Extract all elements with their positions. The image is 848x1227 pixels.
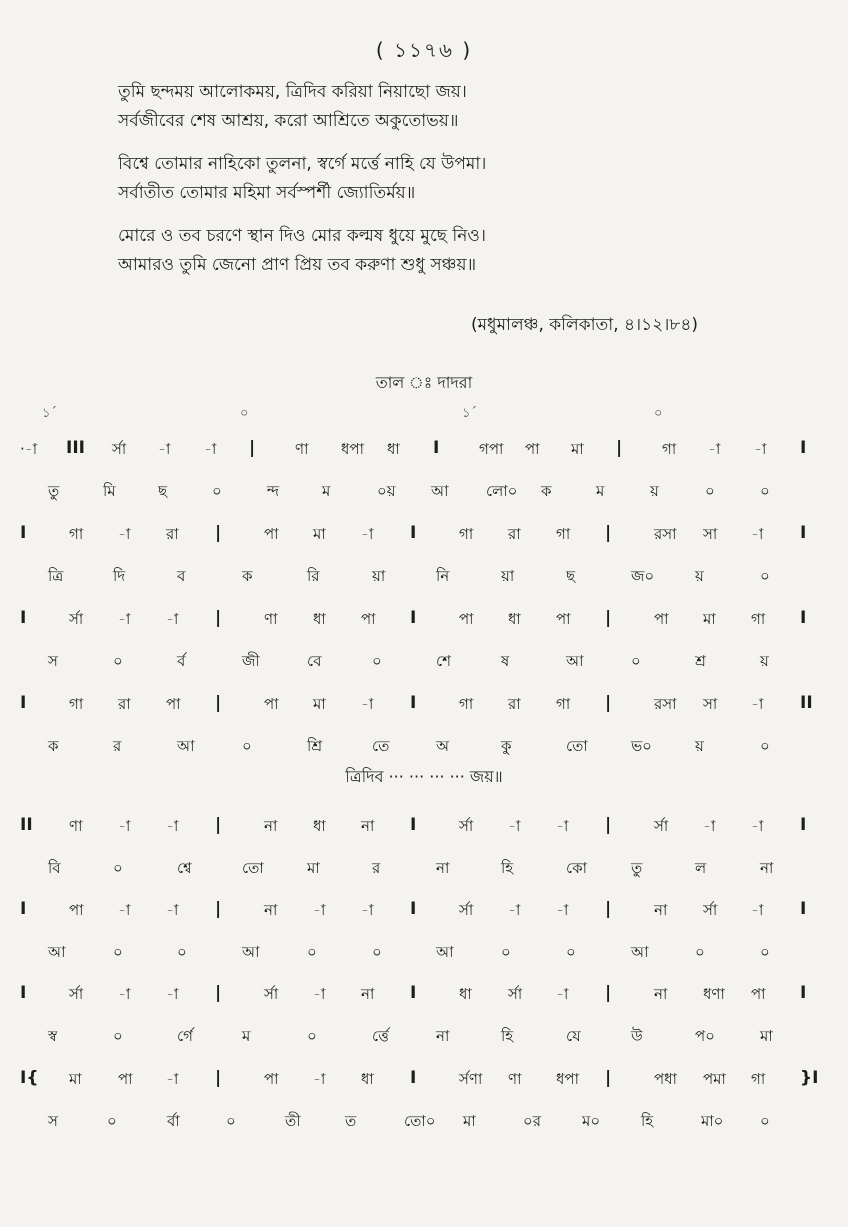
bar-line: I: [410, 815, 417, 835]
lyric-syllable: উ: [631, 1027, 643, 1045]
swara-note: পা: [654, 610, 669, 628]
lyric-syllable: ল: [695, 859, 707, 877]
bar-line: |: [605, 693, 612, 713]
swara-note: র্সা: [703, 901, 718, 919]
swara-note: পা: [166, 695, 181, 713]
lyric-syllable: হি: [641, 1112, 654, 1130]
swara-row: [0, 899, 848, 929]
lyric-syllable: র্বা: [167, 1112, 180, 1130]
swara-note: ধপা: [341, 440, 364, 458]
bar-line: I: [20, 608, 27, 628]
lyric-syllable: যে: [566, 1027, 581, 1045]
swara-note: -া: [361, 695, 374, 713]
swara-note: র্সা: [459, 817, 474, 835]
swara-note: র্সা: [508, 985, 523, 1003]
lyric-syllable: ০: [501, 943, 511, 961]
lyric-syllable: আ: [177, 737, 195, 755]
lyric-syllable: দি: [113, 567, 126, 585]
lyric-syllable: স: [48, 1112, 58, 1130]
swara-note: গা: [459, 695, 474, 713]
lyric-syllable: ন্দ: [267, 482, 280, 500]
swara-note: পা: [264, 695, 279, 713]
lyric-syllable: ০: [566, 943, 576, 961]
lyric-syllable: ০: [760, 482, 770, 500]
bar-line: |: [605, 608, 612, 628]
swara-note: ধা: [313, 610, 326, 628]
swara-note: রা: [508, 525, 521, 543]
lyric-syllable: জী: [242, 652, 260, 670]
lyric-syllable: ০: [226, 1112, 236, 1130]
lyric-syllable: ক: [541, 482, 552, 500]
swara-note: -া: [361, 525, 374, 543]
swara-note: -া: [754, 440, 767, 458]
swara-note: ধপা: [556, 1070, 579, 1088]
bar-line: I: [20, 899, 27, 919]
swara-row: [0, 523, 848, 553]
bar-line: I: [410, 693, 417, 713]
swara-note: -া: [166, 1070, 179, 1088]
lyric-syllable: য়া: [501, 567, 515, 585]
swara-note: ণা: [69, 817, 83, 835]
swara-note: পা: [751, 985, 766, 1003]
swara-note: গা: [459, 525, 474, 543]
swara-note: পা: [361, 610, 376, 628]
swara-note: -া: [313, 1070, 326, 1088]
bar-line: I: [410, 983, 417, 1003]
lyric-syllable: ছ: [158, 482, 168, 500]
lyric-syllable: শ্বে: [177, 859, 192, 877]
bar-line: I: [410, 1068, 417, 1088]
swara-note: র্সা: [69, 610, 84, 628]
bar-line: }I: [800, 1068, 819, 1088]
swara-note: ধা: [361, 1070, 374, 1088]
swara-note: ধা: [459, 985, 472, 1003]
lyric-syllable: মি: [103, 482, 116, 500]
lyric-syllable: ০: [705, 482, 715, 500]
swara-note: র্সা: [69, 985, 84, 1003]
swara-note: ধণা: [703, 985, 725, 1003]
lyric-syllable: ০: [695, 943, 705, 961]
swara-note: -া: [751, 817, 764, 835]
swara-note: মা: [703, 610, 716, 628]
swara-note: -া: [118, 985, 131, 1003]
bar-line: I: [20, 523, 27, 543]
lyric-syllable: র্গে: [177, 1027, 193, 1045]
swara-note: না: [654, 901, 668, 919]
swara-note: পা: [556, 610, 571, 628]
bar-line: I: [410, 899, 417, 919]
swara-note: -া: [166, 610, 179, 628]
bar-line: III: [66, 438, 85, 458]
lyric-syllable: ০: [113, 1027, 123, 1045]
swara-note: র্সা: [654, 817, 669, 835]
lyric-syllable: মা: [307, 859, 320, 877]
lyric-syllable: বি: [48, 859, 61, 877]
lyric-syllable: ম: [322, 482, 331, 500]
swara-note: -া: [166, 901, 179, 919]
bar-line: |: [616, 438, 623, 458]
lyric-syllable: প০: [695, 1027, 715, 1045]
tala-mark: ১´: [42, 406, 57, 421]
lyric-row: [0, 857, 848, 887]
lyric-row: [0, 1025, 848, 1055]
swara-note: -া: [556, 901, 569, 919]
lyric-syllable: তো: [242, 859, 264, 877]
lyric-syllable: য়: [760, 652, 769, 670]
swara-note: গপা: [479, 440, 504, 458]
swara-note: রসা: [654, 695, 677, 713]
swara-note: -া: [118, 525, 131, 543]
lyric-row: [0, 565, 848, 595]
lyric-syllable: ম: [596, 482, 605, 500]
swara-note: -া: [118, 817, 131, 835]
bar-line: |: [215, 899, 222, 919]
poem-line: সর্বাতীত তোমার মহিমা সর্বস্পর্শী জ্যোতির্ময়॥: [118, 183, 416, 203]
bar-line: I: [20, 983, 27, 1003]
lyric-syllable: মা: [760, 1027, 773, 1045]
lyric-syllable: ক: [48, 737, 59, 755]
lyric-syllable: ০: [760, 1112, 770, 1130]
bar-line: |: [605, 523, 612, 543]
lyric-syllable: র: [113, 737, 122, 755]
swara-note: গা: [556, 525, 571, 543]
swara-note: পা: [264, 525, 279, 543]
swara-row: [0, 983, 848, 1013]
lyric-syllable: না: [436, 859, 450, 877]
bar-line: I{: [20, 1068, 39, 1088]
lyric-syllable: ম০: [582, 1112, 601, 1130]
lyric-syllable: ০: [113, 859, 123, 877]
swara-note: সা: [703, 525, 718, 543]
lyric-syllable: ০: [760, 943, 770, 961]
bar-line: |: [215, 1068, 222, 1088]
tala-heading: তাল ঃ দাদরা: [375, 373, 473, 392]
swara-note: ণা: [264, 610, 278, 628]
lyric-syllable: ০: [760, 567, 770, 585]
bar-line: |: [605, 899, 612, 919]
swara-note: -া: [361, 901, 374, 919]
swara-note: গা: [556, 695, 571, 713]
tala-mark: ১´: [462, 406, 477, 421]
lyric-syllable: আ: [566, 652, 584, 670]
lyric-syllable: ০: [113, 943, 123, 961]
lyric-syllable: ০: [372, 652, 382, 670]
lyric-syllable: শ্রি: [307, 737, 323, 755]
lyric-syllable: কু: [501, 737, 512, 755]
lyric-syllable: র্ব: [177, 652, 186, 670]
lyric-syllable: ছ: [566, 567, 576, 585]
lyric-syllable: ত্রি: [48, 567, 64, 585]
lyric-row: [0, 735, 848, 765]
swara-note: -া: [118, 901, 131, 919]
swara-note: র্সা: [112, 440, 127, 458]
lyric-syllable: আ: [436, 943, 454, 961]
bar-line: I: [800, 523, 807, 543]
lyric-syllable: না: [760, 859, 774, 877]
bar-line: |: [605, 983, 612, 1003]
swara-note: র্সণা: [459, 1070, 483, 1088]
lyric-syllable: আ: [48, 943, 66, 961]
swara-note: গা: [69, 525, 84, 543]
swara-note: -া: [703, 817, 716, 835]
bar-line: I: [800, 899, 807, 919]
interlude-line: ত্রিদিব ··· ··· ··· ··· জয়॥: [345, 767, 503, 786]
bar-line: I: [433, 438, 440, 458]
lyric-syllable: জ০: [631, 567, 655, 585]
lyric-syllable: শে: [436, 652, 451, 670]
swara-note: -া: [313, 985, 326, 1003]
swara-row: [0, 438, 848, 468]
swara-note: ণা: [295, 440, 309, 458]
lyric-syllable: ০: [631, 652, 641, 670]
bar-line: I: [800, 438, 807, 458]
swara-note: না: [264, 901, 278, 919]
lyric-syllable: না: [436, 1027, 450, 1045]
bar-line: I: [410, 523, 417, 543]
bar-line: |: [215, 815, 222, 835]
bar-line: I: [800, 815, 807, 835]
swara-note: ধা: [313, 817, 326, 835]
swara-note: পা: [264, 1070, 279, 1088]
swara-note: র্সা: [264, 985, 279, 1003]
swara-note: -া: [556, 985, 569, 1003]
bar-line: |: [249, 438, 256, 458]
swara-note: রা: [118, 695, 131, 713]
swara-note: পা: [118, 1070, 133, 1088]
bar-line: I: [800, 983, 807, 1003]
lyric-syllable: শ্র: [695, 652, 706, 670]
lyric-syllable: য়: [650, 482, 659, 500]
lyric-syllable: তী: [285, 1112, 301, 1130]
lyric-syllable: ০: [107, 1112, 117, 1130]
lyric-syllable: য়: [695, 567, 704, 585]
lyric-row: [0, 1110, 848, 1140]
lyric-syllable: ০র: [523, 1112, 542, 1130]
bar-line: I: [800, 608, 807, 628]
swara-note: পমা: [703, 1070, 726, 1088]
lyric-syllable: র্ত্তে: [372, 1027, 389, 1045]
swara-note: -া: [166, 817, 179, 835]
poem-line: মোরে ও তব চরণে স্থান দিও মোর কল্মষ ধুয়ে মুছে নিও।: [118, 226, 486, 246]
lyric-syllable: হি: [501, 1027, 514, 1045]
lyric-syllable: ভ০: [631, 737, 652, 755]
swara-note: পা: [525, 440, 540, 458]
swara-note: -া: [313, 901, 326, 919]
bar-line: II: [800, 693, 813, 713]
lyric-syllable: কো: [566, 859, 587, 877]
lyric-syllable: স: [48, 652, 58, 670]
swara-note: ধা: [387, 440, 400, 458]
lyric-syllable: ০: [242, 737, 252, 755]
lyric-syllable: অ: [436, 737, 449, 755]
swara-note: না: [654, 985, 668, 1003]
lyric-syllable: ক: [242, 567, 253, 585]
swara-note: মা: [571, 440, 584, 458]
poem-source: (মধুমালঞ্চ, কলিকাতা, ৪।১২।৮৪): [470, 315, 698, 335]
swara-note: না: [361, 817, 375, 835]
lyric-syllable: লো০: [486, 482, 518, 500]
swara-note: মা: [313, 525, 326, 543]
swara-note: ধা: [508, 610, 521, 628]
swara-row: [0, 1068, 848, 1098]
poem-line: সর্বজীবের শেষ আশ্রয়, করো আশ্রিতে অকুতোভয়॥: [118, 111, 459, 131]
lyric-syllable: ০: [212, 482, 222, 500]
lyric-row: [0, 941, 848, 971]
lyric-syllable: তু: [631, 859, 643, 877]
swara-note: গা: [662, 440, 677, 458]
lyric-syllable: তে: [372, 737, 390, 755]
tala-mark: ০: [240, 406, 249, 421]
poem-line: আমারও তুমি জেনো প্রাণ প্রিয় তব করুণা শুধু সঞ্চয়॥: [118, 255, 477, 275]
swara-note: পা: [459, 610, 474, 628]
bar-line: |: [605, 1068, 612, 1088]
lyric-syllable: ব: [177, 567, 186, 585]
lyric-syllable: আ: [631, 943, 649, 961]
lyric-syllable: র: [372, 859, 381, 877]
swara-note: ·-া: [20, 440, 38, 458]
swara-note: -া: [204, 440, 217, 458]
swara-row: [0, 815, 848, 845]
bar-line: I: [20, 693, 27, 713]
lyric-syllable: আ: [431, 482, 449, 500]
lyric-syllable: নি: [436, 567, 450, 585]
swara-note: গা: [751, 610, 766, 628]
lyric-syllable: ০: [177, 943, 187, 961]
swara-note: -া: [556, 817, 569, 835]
lyric-row: [0, 650, 848, 680]
lyric-syllable: ০: [307, 1027, 317, 1045]
lyric-syllable: তো০: [404, 1112, 436, 1130]
lyric-syllable: ০: [113, 652, 123, 670]
poem-line: তুমি ছন্দময় আলোকময়, ত্রিদিব করিয়া নিয়াছো জয়।: [118, 82, 467, 102]
swara-note: ণা: [508, 1070, 522, 1088]
swara-note: মা: [69, 1070, 82, 1088]
swara-note: র্সা: [459, 901, 474, 919]
swara-note: সা: [703, 695, 718, 713]
lyric-syllable: ০: [760, 737, 770, 755]
swara-note: পা: [69, 901, 84, 919]
swara-note: -া: [751, 525, 764, 543]
tala-mark: ০: [654, 406, 663, 421]
lyric-syllable: ষ: [501, 652, 510, 670]
bar-line: |: [215, 523, 222, 543]
swara-note: -া: [751, 901, 764, 919]
swara-note: -া: [166, 985, 179, 1003]
lyric-syllable: রি: [307, 567, 320, 585]
poem-line: বিশ্বে তোমার নাহিকো তুলনা, স্বর্গে মর্ত্তে নাহি যে উপমা।: [118, 154, 487, 174]
swara-note: -া: [118, 610, 131, 628]
bar-line: II: [20, 815, 33, 835]
lyric-syllable: হি: [501, 859, 514, 877]
lyric-syllable: য়া: [372, 567, 386, 585]
swara-row: [0, 693, 848, 723]
lyric-syllable: আ: [242, 943, 260, 961]
lyric-syllable: তো: [566, 737, 588, 755]
lyric-syllable: ত: [345, 1112, 357, 1130]
swara-note: -া: [508, 817, 521, 835]
lyric-syllable: ০য়: [377, 482, 396, 500]
swara-note: গা: [751, 1070, 766, 1088]
bar-line: |: [605, 815, 612, 835]
swara-note: গা: [69, 695, 84, 713]
swara-note: রসা: [654, 525, 677, 543]
lyric-syllable: মা: [463, 1112, 476, 1130]
swara-note: রা: [508, 695, 521, 713]
lyric-syllable: ম: [242, 1027, 251, 1045]
lyric-syllable: ০: [307, 943, 317, 961]
lyric-syllable: ০: [372, 943, 382, 961]
lyric-row: [0, 480, 848, 510]
swara-row: [0, 608, 848, 638]
swara-note: মা: [313, 695, 326, 713]
lyric-syllable: স্ব: [48, 1027, 58, 1045]
lyric-syllable: য়: [695, 737, 704, 755]
swara-note: -া: [508, 901, 521, 919]
swara-note: -া: [708, 440, 721, 458]
page-number: ( ১১৭৬ ): [375, 38, 473, 62]
swara-note: না: [361, 985, 375, 1003]
swara-note: -া: [751, 695, 764, 713]
bar-line: |: [215, 693, 222, 713]
swara-note: -া: [158, 440, 171, 458]
bar-line: |: [215, 983, 222, 1003]
swara-note: রা: [166, 525, 179, 543]
lyric-syllable: মা০: [701, 1112, 724, 1130]
bar-line: |: [215, 608, 222, 628]
swara-note: না: [264, 817, 278, 835]
bar-line: I: [410, 608, 417, 628]
lyric-syllable: বে: [307, 652, 322, 670]
swara-note: পধা: [654, 1070, 677, 1088]
lyric-syllable: তু: [48, 482, 60, 500]
